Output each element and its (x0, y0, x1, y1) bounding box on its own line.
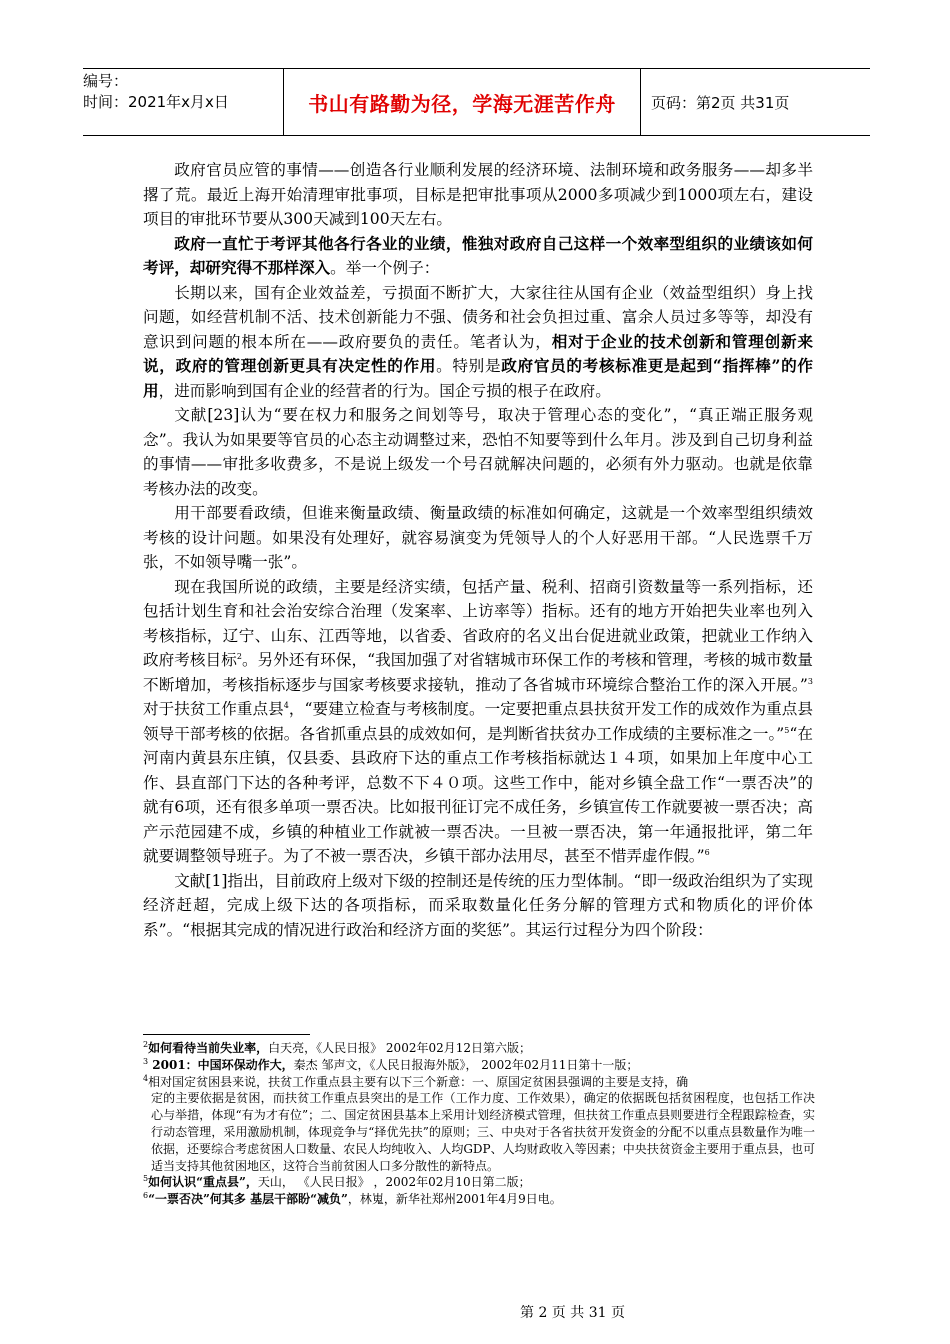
footnote-text: 相对国定贫困县来说，扶贫工作重点县主要有以下三个新意：一、原国定贫困县强调的主要是支持，确 (148, 1074, 689, 1089)
paragraph-text: 长期以来，国有企业效益差，亏损面不断扩大，大家往往从国有企业（效益型组织）身上找问题，如经营机制不活、技术创新能力不强、债务和社会负担过重、富余人员过多等等，却没有意识到问题的根本所在——政府要负的责任。笔者认为， (143, 283, 813, 351)
paragraph-7 (143, 869, 813, 943)
footnote-6 (143, 1191, 815, 1208)
paragraph-text: 。举一个例子： (330, 259, 440, 277)
paragraph-1 (143, 158, 813, 232)
page-header (83, 68, 870, 136)
header-motto: 书山有路勤为径，学海无涯苦作舟 (283, 69, 641, 135)
document-number-label: 编号： (83, 72, 129, 90)
footnotes (143, 1040, 815, 1208)
paragraph-text: 。另外还有环保，“我国加强了对省辖城市环保工作的考核和管理，考核的城市数量不断增加，考核指标逐步与国家考核要求接轨，推动了各省城市环境综合整治工作的深入开展。” (143, 651, 813, 694)
paragraph-4 (143, 403, 813, 501)
paragraph-text: “在河南内黄县东庄镇，仅县委、县政府下达的重点工作考核指标就达１４项，如果加上年度中心工作、县直部门下达的各种考评，总数不下４０项。这些工作中，能对乡镇全盘工作“一票否决”的就有6项，还有很多单项一票否决。比如报刊征订完不成任务，乡镇宣传工作就要被一票否决；高产示范园建不成，乡镇的种植业工作就被一票否决。一旦被一票否决，第一年通报批评，第二年就要调整领导班子。为了不被一票否决，乡镇干部办法用尽，甚至不惜弄虚作假。” (143, 724, 813, 865)
footnote-ref-2[interactable]: 2 (236, 651, 242, 661)
footnote-text: 秦杰 邹声文，《人民日报海外版》， 2002年02月11日第十一版； (293, 1057, 639, 1072)
paragraph-3 (143, 281, 813, 404)
footnote-number: 6 (143, 1191, 149, 1201)
paragraph-5 (143, 501, 813, 575)
paragraph-text: ，“要建立检查与考核制度。一定要把重点县扶贫开发工作的成效作为重点县领导干部考核的依据。各省抓重点县的成效如何，是判断省扶贫办工作成绩的主要标准之一。” (143, 700, 813, 743)
footnote-2 (143, 1040, 815, 1057)
footnote-number: 4 (143, 1073, 149, 1083)
footnote-text: ，林嵬，新华社郑州2001年4月9日电。 (347, 1192, 562, 1207)
paragraph-6 (143, 575, 813, 869)
footnote-text: 天山， 《人民日报》 ，2002年02月10日第二版； (257, 1175, 531, 1190)
footnote-4-continued (143, 1090, 815, 1174)
footnote-number: 5 (143, 1174, 149, 1184)
footnote-ref-4[interactable]: 4 (283, 700, 289, 710)
paragraph-text: 现在我国所说的政绩，主要是经济实绩，包括产量、税利、招商引资数量等一系列指标，还包括计划生育和社会治安综合治理（发案率、上访率等）指标。还有的地方开始把失业率也列入考核指标，辽宁、山东、江西等地，以省委、省政府的名义出台促进就业政策，把就业工作纳入政府考核目标 (143, 577, 813, 669)
emphasis-text: 政府官员的考核标准更是起到“指挥棒”的作用 (143, 356, 813, 400)
document-date: 时间：2021年x月x日 (83, 93, 229, 111)
footnote-3 (143, 1057, 815, 1074)
footnote-ref-3[interactable]: 3 (807, 676, 813, 686)
footnote-title: 2001：中国环保动作大， (148, 1057, 294, 1072)
footnote-title: “一票否决”何其多 基层干部盼“减负” (148, 1192, 348, 1207)
footnote-5 (143, 1174, 815, 1191)
footnote-separator (143, 1034, 310, 1035)
paragraph-text: 文献[23]认为“要在权力和服务之间划等号，取决于管理心态的变化”，“真正端正服务观念”。我认为如果要等官员的心态主动调整过来，恐怕不知要等到什么年月。涉及到自己切身利益的事情——审批多收费多，不是说上级发一个号召就解决问题的，必须有外力驱动。也就是依靠考核办法的改变。 (143, 406, 813, 498)
paragraph-2 (143, 232, 813, 281)
footnote-title: 如何看待当前失业率， (148, 1041, 269, 1055)
header-page-info: 页码：第2页 共31页 (651, 93, 790, 112)
footnote-text: 白天亮，《人民日报》 2002年02月12日第六版； (268, 1041, 532, 1055)
footnote-ref-5[interactable]: 5 (784, 725, 790, 735)
header-left (83, 69, 283, 135)
emphasis-text: 相对于企业的技术创新和管理创新来说，政府的管理创新更具有决定性的作用 (143, 331, 813, 375)
paragraph-text: 文献[1]指出，目前政府上级对下级的控制还是传统的压力型体制。“即一级政治组织为了实现经济赶超，完成上级下达的各项指标，而采取数量化任务分解的管理方式和物质化的评价体系”。“根据其完成的情况进行政治和经济方面的奖惩”。其运行过程分为四个阶段： (143, 871, 813, 939)
paragraph-text: ，进而影响到国有企业的经营者的行为。国企亏损的根子在政府。 (158, 381, 611, 400)
paragraph-text: 对于扶贫工作重点县 (143, 700, 284, 718)
paragraph-text: 政府官员应管的事情——创造各行业顺利发展的经济环境、法制环境和政务服务——却多半撂了荒。最近上海开始清理审批事项，目标是把审批事项从2000多项减少到1000项左右，建设项目的审批环节要从300天减到100天左右。 (143, 161, 813, 228)
emphasis-text: 政府一直忙于考评其他各行各业的业绩，惟独对政府自己这样一个效率型组织的业绩该如何考评，却研究得不那样深入 (143, 233, 813, 277)
footnote-title: 如何认识“重点县”， (148, 1175, 258, 1190)
paragraph-text: 。特别是 (436, 357, 502, 375)
footnote-text: 定的主要依据是贫困，而扶贫工作重点县突出的是工作（工作力度、工作效果），确定的依据既包括贫困程度，也包括工作决心与举措，体现“有为才有位”；二、国定贫困县基本上采用计划经济模式管理，但扶贫工作重点县则要进行全程跟踪检查，实行动态管理，采用激励机制，体现竞争与“择优先扶”的原则；三、中央对于各省扶贫开发资金的分配不以重点县数量作为唯一依据，还要综合考虑贫困人口数量、农民人均纯收入、人均GDP、人均财政收入等因素；中央扶贫资金主要用于重点县，也可适当支持其他贫困地区，这符合当前贫困人口多分散性的新特点。 (151, 1091, 815, 1173)
footnote-ref-6[interactable]: 6 (704, 847, 710, 857)
document-body (143, 158, 813, 942)
footnote-number: 2 (143, 1040, 149, 1049)
paragraph-text: 用干部要看政绩，但谁来衡量政绩、衡量政绩的标准如何确定，这就是一个效率型组织绩效考核的设计问题。如果没有处理好，就容易演变为凭领导人的个人好恶用干部。“人民选票千万张，不如领导嘴一张”。 (143, 504, 813, 571)
footnote-4 (143, 1074, 815, 1091)
footnote-number: 3 (143, 1056, 149, 1066)
page-footer: 第 2 页 共 31 页 (520, 1305, 625, 1321)
